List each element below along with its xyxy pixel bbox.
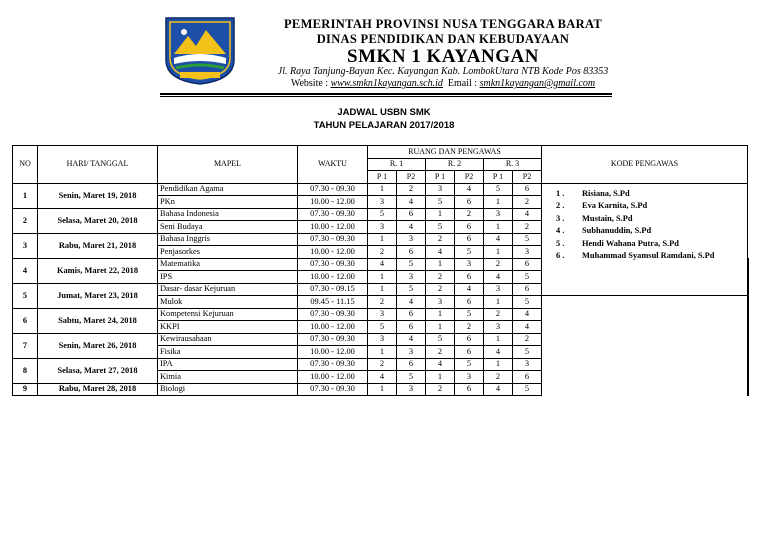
supervisor-code: 2 — [426, 346, 455, 359]
supervisor-code: 1 — [484, 196, 513, 209]
supervisor-code: 5 — [484, 183, 513, 196]
supervisor-code: 6 — [455, 346, 484, 359]
supervisor-code: 3 — [368, 196, 397, 209]
supervisor-code: 4 — [484, 271, 513, 284]
supervisor-code-label: 2 . — [556, 201, 565, 210]
header-p2: P2 — [513, 171, 542, 184]
supervisor-code: 2 — [513, 196, 542, 209]
supervisor-code: 4 — [513, 308, 542, 321]
subject-name: Bahasa Indonesia — [158, 208, 298, 221]
exam-time: 07.30 - 09.30 — [298, 383, 368, 396]
academic-year: TAHUN PELAJARAN 2017/2018 — [313, 120, 455, 131]
table-row — [13, 358, 749, 371]
supervisor-code: 2 — [484, 371, 513, 384]
exam-schedule-table — [12, 145, 749, 396]
exam-date: Senin, Maret 19, 2018 — [38, 183, 158, 208]
supervisor-code: 2 — [368, 296, 397, 309]
supervisor-item — [556, 213, 747, 226]
document-title: JADWAL USBN SMK — [337, 107, 431, 118]
supervisor-code: 3 — [513, 246, 542, 259]
exam-time: 10.00 - 12.00 — [298, 271, 368, 284]
supervisor-code: 6 — [513, 371, 542, 384]
supervisor-code: 6 — [397, 358, 426, 371]
supervisor-code: 5 — [397, 371, 426, 384]
supervisor-code: 4 — [397, 296, 426, 309]
supervisor-code: 6 — [513, 183, 542, 196]
supervisor-code: 3 — [397, 233, 426, 246]
supervisor-code: 6 — [397, 308, 426, 321]
subject-name: Mulok — [158, 296, 298, 309]
exam-date: Senin, Maret 26, 2018 — [38, 333, 158, 358]
email-label: Email : — [447, 78, 478, 89]
supervisor-item — [556, 188, 747, 201]
supervisor-code: 5 — [513, 296, 542, 309]
subject-name: Seni Budaya — [158, 221, 298, 234]
supervisor-code: 1 — [368, 233, 397, 246]
supervisor-code: 5 — [397, 258, 426, 271]
row-number: 1 — [13, 183, 38, 208]
supervisor-code: 4 — [368, 371, 397, 384]
supervisor-code: 6 — [455, 333, 484, 346]
supervisor-code: 3 — [397, 271, 426, 284]
supervisor-code: 3 — [455, 371, 484, 384]
supervisor-code: 5 — [368, 321, 397, 334]
supervisor-code: 3 — [513, 358, 542, 371]
department-title: DINAS PENDIDIKAN DAN KEBUDAYAAN — [316, 32, 570, 46]
supervisor-code: 3 — [426, 183, 455, 196]
supervisor-name: Risiana, S.Pd — [582, 188, 630, 198]
header-room-3: R. 3 — [484, 158, 542, 171]
supervisor-code: 4 — [368, 258, 397, 271]
supervisor-code: 1 — [484, 296, 513, 309]
exam-date: Sabtu, Maret 24, 2018 — [38, 308, 158, 333]
supervisor-list — [542, 184, 747, 263]
header-p1: P 1 — [484, 171, 513, 184]
gov-title: PEMERINTAH PROVINSI NUSA TENGGARA BARAT — [284, 17, 602, 31]
supervisor-code: 4 — [513, 321, 542, 334]
supervisor-code: 3 — [368, 221, 397, 234]
row-number: 8 — [13, 358, 38, 383]
subject-name: IPA — [158, 358, 298, 371]
table-row — [13, 383, 749, 396]
supervisor-code: 1 — [426, 308, 455, 321]
supervisor-code: 2 — [368, 246, 397, 259]
exam-time: 07.30 - 09.30 — [298, 208, 368, 221]
supervisor-code: 3 — [368, 308, 397, 321]
header-subject: MAPEL — [158, 146, 298, 184]
header-divider — [160, 93, 612, 95]
row-number: 3 — [13, 233, 38, 258]
header-p1: P 1 — [368, 171, 397, 184]
exam-time: 07.30 - 09.30 — [298, 258, 368, 271]
row-number: 6 — [13, 308, 38, 333]
row-number: 7 — [13, 333, 38, 358]
signature-cell — [748, 258, 749, 396]
supervisor-item — [556, 250, 747, 263]
supervisor-code: 6 — [397, 246, 426, 259]
supervisor-code: 4 — [426, 246, 455, 259]
subject-name: Kimia — [158, 371, 298, 384]
exam-time: 10.00 - 12.00 — [298, 246, 368, 259]
header-time: WAKTU — [298, 146, 368, 184]
supervisor-name: Mustain, S.Pd — [582, 213, 633, 223]
supervisor-code: 2 — [513, 333, 542, 346]
header-p2: P2 — [455, 171, 484, 184]
exam-time: 07.30 - 09.30 — [298, 358, 368, 371]
exam-date: Jumat, Maret 23, 2018 — [38, 283, 158, 308]
supervisor-code: 1 — [426, 321, 455, 334]
supervisor-code: 3 — [397, 346, 426, 359]
header-rooms: RUANG DAN PENGAWAS — [368, 146, 542, 159]
subject-name: KKPI — [158, 321, 298, 334]
subject-name: Penjasorkes — [158, 246, 298, 259]
exam-time: 07.30 - 09.30 — [298, 233, 368, 246]
supervisor-code: 1 — [484, 246, 513, 259]
supervisor-code: 5 — [455, 358, 484, 371]
supervisor-code: 6 — [455, 271, 484, 284]
supervisor-code: 1 — [426, 258, 455, 271]
subject-name: Bahasa Inggris — [158, 233, 298, 246]
supervisor-item — [556, 200, 747, 213]
supervisor-code: 6 — [455, 233, 484, 246]
supervisor-code: 1 — [484, 333, 513, 346]
supervisor-code: 1 — [368, 283, 397, 296]
exam-date: Rabu, Maret 28, 2018 — [38, 383, 158, 396]
exam-time: 10.00 - 12.00 — [298, 196, 368, 209]
supervisor-name: Subhanuddin, S.Pd — [582, 226, 652, 235]
supervisor-code: 5 — [513, 271, 542, 284]
row-number: 5 — [13, 283, 38, 308]
header-room-2: R. 2 — [426, 158, 484, 171]
table-row — [13, 183, 749, 196]
supervisor-name: Eva Karnita, S.Pd — [582, 201, 648, 210]
supervisor-name: Hendi Wahana Putra, S.Pd — [582, 238, 679, 248]
table-row — [13, 308, 749, 321]
supervisor-code: 4 — [484, 346, 513, 359]
website-label: Website : — [290, 78, 329, 89]
supervisor-code: 1 — [426, 371, 455, 384]
row-number: 4 — [13, 258, 38, 283]
exam-time: 10.00 - 12.00 — [298, 321, 368, 334]
supervisor-code: 6 — [513, 258, 542, 271]
subject-name: Kewirausahaan — [158, 333, 298, 346]
header-day: HARI/ TANGGAL — [38, 146, 158, 184]
supervisor-code-label: 6 . — [556, 251, 565, 260]
school-address: Jl. Raya Tanjung-Bayan Kec. Kayangan Kab. LombokUtara NTB Kode Pos 83353 — [277, 66, 609, 77]
subject-name: Dasar- dasar Kejuruan — [158, 283, 298, 296]
supervisor-code: 3 — [484, 283, 513, 296]
supervisor-code: 2 — [455, 208, 484, 221]
supervisor-code: 5 — [426, 221, 455, 234]
supervisor-code: 2 — [397, 183, 426, 196]
exam-date: Selasa, Maret 27, 2018 — [38, 358, 158, 383]
contact-line — [248, 79, 638, 89]
subject-name: Matematika — [158, 258, 298, 271]
supervisor-item — [556, 238, 747, 251]
website-link[interactable]: www.smkn1kayangan.sch.id — [330, 78, 443, 89]
provincial-emblem-icon — [160, 14, 240, 86]
supervisor-code: 4 — [484, 233, 513, 246]
exam-date: Rabu, Maret 21, 2018 — [38, 233, 158, 258]
exam-time: 10.00 - 12.00 — [298, 346, 368, 359]
supervisor-code: 5 — [426, 196, 455, 209]
supervisor-code: 4 — [426, 358, 455, 371]
header-p2: P2 — [397, 171, 426, 184]
supervisor-code: 4 — [455, 283, 484, 296]
exam-time: 07.30 - 09.30 — [298, 183, 368, 196]
exam-time: 07.30 - 09.30 — [298, 308, 368, 321]
subject-name: Kompetensi Kejuruan — [158, 308, 298, 321]
exam-time: 10.00 - 12.00 — [298, 221, 368, 234]
supervisor-code: 6 — [455, 196, 484, 209]
subject-name: Fisika — [158, 346, 298, 359]
supervisor-code: 6 — [455, 221, 484, 234]
supervisor-code: 3 — [484, 321, 513, 334]
schedule-body — [13, 183, 749, 396]
supervisor-item — [556, 225, 747, 238]
supervisor-code: 2 — [484, 258, 513, 271]
supervisor-code: 5 — [513, 383, 542, 396]
supervisor-code: 5 — [426, 333, 455, 346]
supervisor-code: 5 — [397, 283, 426, 296]
exam-date: Selasa, Maret 20, 2018 — [38, 208, 158, 233]
subject-name: Biologi — [158, 383, 298, 396]
supervisor-code: 4 — [484, 383, 513, 396]
supervisor-code: 1 — [484, 358, 513, 371]
exam-time: 10.00 - 12.00 — [298, 371, 368, 384]
supervisor-code: 2 — [426, 233, 455, 246]
supervisor-code: 1 — [368, 383, 397, 396]
supervisor-code: 6 — [455, 383, 484, 396]
supervisor-code: 5 — [513, 233, 542, 246]
supervisor-name: Muhammad Syamsul Ramdani, S.Pd — [582, 251, 715, 260]
subject-name: Pendidikan Agama — [158, 183, 298, 196]
supervisor-code: 2 — [426, 383, 455, 396]
row-number: 2 — [13, 208, 38, 233]
supervisor-code: 3 — [368, 333, 397, 346]
supervisor-code: 2 — [513, 221, 542, 234]
supervisor-code: 2 — [426, 271, 455, 284]
supervisor-code: 2 — [368, 358, 397, 371]
header-p1: P 1 — [426, 171, 455, 184]
supervisor-code-label: 4 . — [556, 226, 565, 235]
email-link[interactable]: smkn1kayangan@gmail.com — [479, 78, 596, 89]
supervisor-code: 3 — [397, 383, 426, 396]
supervisor-code: 1 — [368, 271, 397, 284]
supervisor-code: 4 — [397, 221, 426, 234]
supervisor-code: 2 — [484, 308, 513, 321]
exam-date: Kamis, Maret 22, 2018 — [38, 258, 158, 283]
supervisor-code: 5 — [455, 308, 484, 321]
subject-name: PKn — [158, 196, 298, 209]
supervisor-list-cell — [542, 183, 748, 296]
supervisor-code: 6 — [397, 208, 426, 221]
table-row — [13, 333, 749, 346]
supervisor-code: 1 — [368, 346, 397, 359]
row-number: 9 — [13, 383, 38, 396]
supervisor-code-label: 3 . — [556, 213, 565, 223]
supervisor-code: 4 — [397, 196, 426, 209]
supervisor-code: 2 — [455, 321, 484, 334]
header-room-1: R. 1 — [368, 158, 426, 171]
supervisor-code: 3 — [484, 208, 513, 221]
supervisor-code: 5 — [513, 346, 542, 359]
exam-time: 09.45 - 11.15 — [298, 296, 368, 309]
exam-time: 07.30 - 09.30 — [298, 333, 368, 346]
supervisor-code-label: 1 . — [556, 188, 565, 198]
supervisor-code: 1 — [426, 208, 455, 221]
supervisor-code: 4 — [513, 208, 542, 221]
supervisor-code: 3 — [455, 258, 484, 271]
header-no: NO — [13, 146, 38, 184]
supervisor-code: 2 — [426, 283, 455, 296]
supervisor-code: 6 — [513, 283, 542, 296]
supervisor-code: 6 — [455, 296, 484, 309]
supervisor-code: 3 — [426, 296, 455, 309]
supervisor-code: 4 — [455, 183, 484, 196]
supervisor-code-label: 5 . — [556, 238, 565, 248]
header-divider-thin — [160, 96, 612, 97]
exam-time: 07.30 - 09.15 — [298, 283, 368, 296]
supervisor-code: 6 — [397, 321, 426, 334]
supervisor-code: 4 — [397, 333, 426, 346]
supervisor-code: 5 — [455, 246, 484, 259]
supervisor-code: 1 — [368, 183, 397, 196]
supervisor-code: 1 — [484, 221, 513, 234]
school-name: SMKN 1 KAYANGAN — [347, 46, 539, 67]
supervisor-code: 5 — [368, 208, 397, 221]
subject-name: IPS — [158, 271, 298, 284]
header-kode: KODE PENGAWAS — [542, 146, 748, 184]
